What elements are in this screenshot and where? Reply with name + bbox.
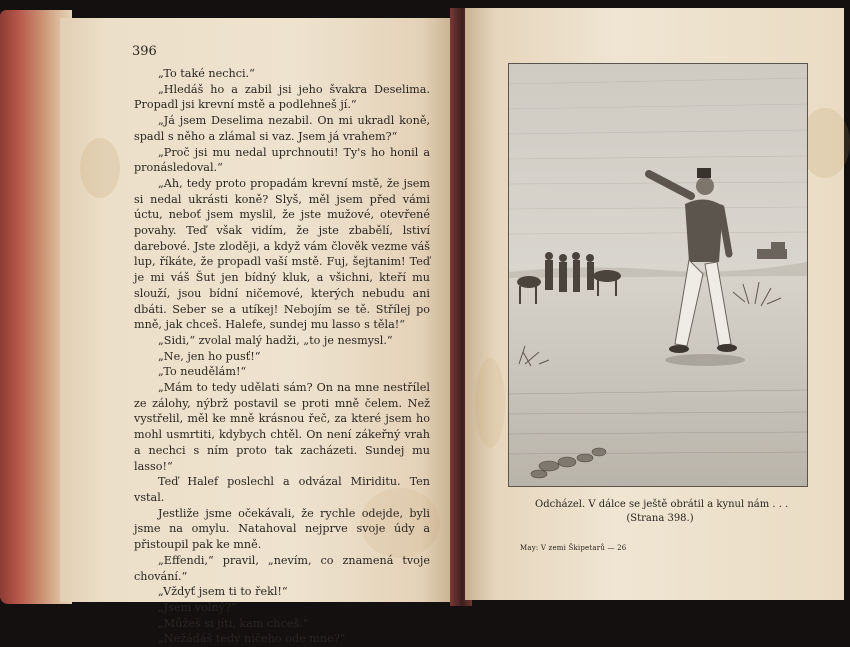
paragraph: Jestliže jsme očekávali, že rychle odejde, byli jsme na omylu. Natahoval nejprve svoje údy a přistoupil pak ke mně.: [134, 506, 430, 552]
paragraph: „Já jsem Deselima nezabil. On mi ukradl koně, spadl s něho a zlámal si vaz. Jsem já vrahem?“: [134, 114, 430, 143]
signature-footer: May: V zemi Škipetarů — 26: [520, 544, 627, 552]
illustration: [508, 63, 808, 487]
caption-text: Odcházel. V dálce se ještě obrátil a kynul nám . . .: [535, 499, 789, 510]
paragraph: „Hledáš ho a zabil jsi jeho švakra Deselima. Propadl jsi krevní mstě a podlehneš jí.“: [134, 82, 430, 112]
paragraph: „Jsem volný?“: [158, 600, 237, 614]
paragraph: „Mám to tedy udělati sám? On na mne nestřílel ze zálohy, nýbrž postavil se proti mně čelem. Než vystřelil, měl ke mně krásnou řeč, za které jsem ho mohl usmrtiti, kdybych chtěl. On není zákeřný vrah a nechci s ním proto tak zacházeti. Sundej mu lasso!“: [134, 381, 430, 473]
paragraph: „Můžeš si jíti, kam chceš.“: [158, 616, 309, 630]
paragraph: „To neudělám!“: [158, 365, 247, 379]
page-number: 396: [132, 44, 157, 59]
illustration-drawing: [509, 64, 807, 486]
paragraph: „Vždyť jsem ti to řekl!“: [158, 585, 288, 599]
paragraph: „Nežádáš tedy ničeho ode mne?“: [158, 632, 346, 646]
caption-reference: (Strana 398.): [626, 513, 694, 524]
paragraph: „Ah, tedy proto propadám krevní mstě, že jsem si nedal ukrásti koně? Slyš, měl jsem před vámi úctu, neboť jsem myslil, že jste mužové, otevřené povahy. Teď však vidím, že jste zbabělí, lstiví darebové. Jste zloději, a když vám člověk vezme váš lup, říkáte, že propadl vaší mstě. Fuj, šejtanim! Teď je mi váš Šut jen bídný kluk, a všichni, kteří mu slouží, jsou bídní ničemové, kterých nebudu ani dbáti. Seber se a utíkej! Nebojím se tě. Střílej po mně, jak chceš. Halefe, sundej mu lasso s těla!“: [134, 176, 430, 332]
body-text: [134, 66, 430, 647]
paragraph: Teď Halef poslechl a odvázal Miriditu. Ten vstal.: [134, 475, 430, 504]
paragraph: „Proč jsi mu nedal uprchnouti! Ty's ho honil a pronásledoval.“: [134, 145, 430, 175]
paragraph: „Ne, jen ho pusť!“: [158, 349, 261, 363]
paragraph: „To také nechci.“: [158, 67, 255, 80]
paragraph: „Effendi,“ pravil, „nevím, co znamená tvoje chování.“: [134, 553, 430, 583]
illustration-caption: [535, 498, 789, 526]
paper-stain: [80, 138, 120, 198]
paragraph: „Sidi,“ zvolal malý hadži, „to je nesmysl.“: [158, 333, 393, 347]
paper-stain: [475, 358, 505, 448]
